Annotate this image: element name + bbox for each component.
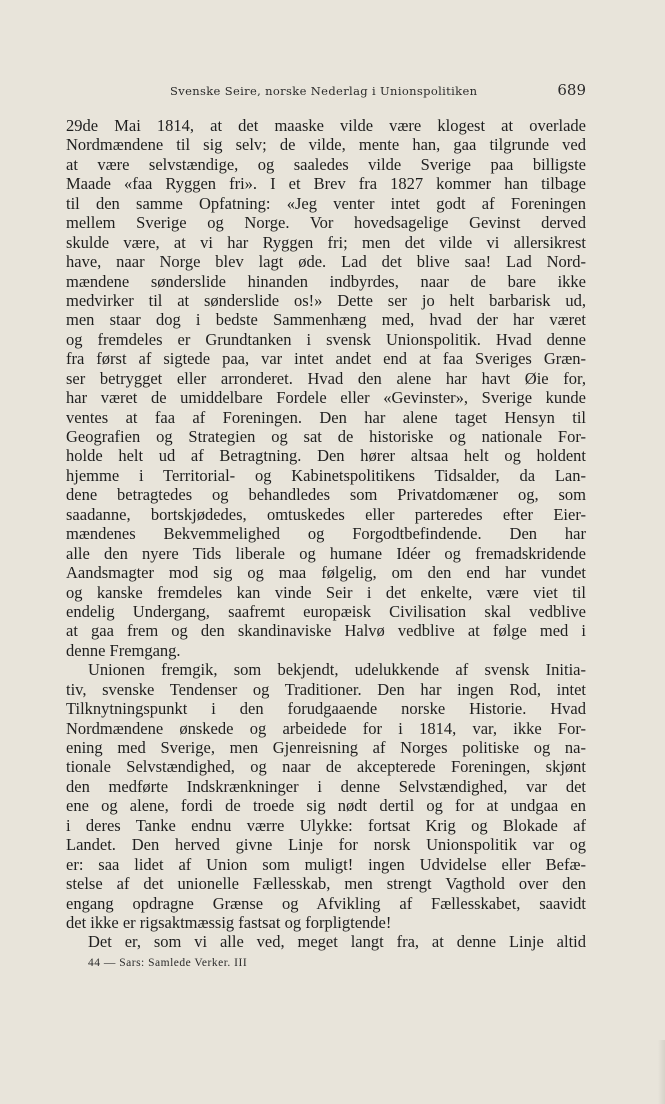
text-line: Det er, som vi alle ved, meget langt fra, at denne Linje altid [88,932,586,952]
text-line: Aandsmagter mod sig og maa følgelig, om den end har vundet [66,563,586,583]
page-edge-shadow [658,1040,665,1104]
text-line: Landet. Den herved givne Linje for norsk Unionspolitik var og [66,835,586,855]
text-line: hjemme i Territorial- og Kabinetspolitikens Tidsalder, da Lan- [66,465,586,485]
text-line: medvirker til at sønderslide os!» Dette ser jo helt barbarisk ud, [66,290,586,310]
body-text [66,116,586,952]
text-line: det ikke er rigsaktmæssig fastsat og forpligtende! [66,912,392,932]
running-head [66,80,586,102]
text-line: tionale Selvstændighed, og naar de akcepterede Foreningen, skjønt [66,757,586,777]
text-line: mellem Sverige og Norge. Vor hovedsagelige Gevinst derved [66,213,586,233]
text-line: mændene sønderslide hinanden indbyrdes, naar de bare ikke [66,271,586,291]
text-line: har været de umiddelbare Fordele eller «Gevinster», Sverige kunde [66,388,586,408]
text-line: Tilknytningspunkt i den forudgaaende norske Historie. Hvad [66,699,586,719]
text-line: men staar dog i bedste Sammenhæng med, hvad der har været [66,310,586,330]
text-line: endelig Undergang, saafremt europæisk Civilisation skal vedblive [66,601,586,621]
text-line: 29de Mai 1814, at det maaske vilde være klogest at overlade [66,116,586,135]
text-line: holde helt ud af Betragtning. Den hører altsaa helt og holdent [66,446,586,466]
signature-line: 44 — Sars: Samlede Verker. III [88,957,248,969]
text-line: mændenes Bekvemmelighed og Forgodtbefindende. Den har [66,524,586,544]
text-line: i deres Tanke endnu værre Ulykke: fortsat Krig og Blokade af [66,815,586,835]
text-line: Nordmændene ønskede og arbeidede for i 1814, var, ikke For- [66,718,586,738]
text-line: Nordmændene til sig selv; de vilde, mente han, gaa tilgrunde ved [66,135,586,155]
text-line: til den samme Opfatning: «Jeg venter intet godt af Foreningen [66,193,586,213]
text-line: at gaa frem og den skandinaviske Halvø vedblive at følge med i [66,621,586,641]
text-line: Geografien og Strategien og sat de historiske og nationale For- [66,427,586,446]
text-line: er: saa lidet af Union som muligt! ingen Udvidelse eller Befæ- [66,854,586,874]
text-line: alle den nyere Tids liberale og humane Idéer og fremadskridende [66,543,586,563]
page-number: 689 [557,81,586,99]
text-line: ene og alene, fordi de troede sig nødt dertil og for at undgaa en [66,796,586,816]
text-line: dene betragtedes og behandledes som Privatdomæner og, som [66,485,586,505]
text-line: saadanne, bortskjødedes, omtuskedes eller parteredes efter Eier- [66,504,586,524]
text-line: denne Fremgang. [66,640,181,660]
running-title: Svenske Seire, norske Nederlag i Unionspolitiken [170,84,478,98]
text-line: ening med Sverige, men Gjenreisning af Norges politiske og na- [66,738,586,757]
text-line: tiv, svenske Tendenser og Traditioner. Den har ingen Rod, intet [66,679,586,699]
text-line: og kanske fremdeles kan vinde Seir i det enkelte, være viet til [66,582,586,602]
text-line: ser betrygget eller arronderet. Hvad den alene har havt Øie for, [66,368,586,388]
text-line: have, naar Norge blev lagt øde. Lad det blive saa! Lad Nord- [66,252,586,272]
text-line: og fremdeles er Grundtanken i svensk Unionspolitik. Hvad denne [66,329,586,349]
text-line: Maade «faa Ryggen fri». I et Brev fra 1827 kommer han tilbage [66,174,586,194]
text-line: ventes at faa af Foreningen. Den har alene taget Hensyn til [66,407,586,427]
text-line: skulde være, at vi har Ryggen fri; men det vilde vi allersikrest [66,232,586,252]
text-line: Unionen fremgik, som bekjendt, udelukkende af svensk Initia- [88,660,586,680]
text-line: engang opdragne Grænse og Afvikling af Fællesskabet, saavidt [66,893,586,913]
text-line: fra først af sigtede paa, var intet andet end at faa Sveriges Græn- [66,349,586,369]
text-line: den medførte Indskrænkninger i denne Selvstændighed, var det [66,776,586,796]
text-line: at være selvstændige, og saaledes vilde Sverige paa billigste [66,154,586,174]
text-line: stelse af det unionelle Fællesskab, men strengt Vagthold over den [66,874,586,894]
